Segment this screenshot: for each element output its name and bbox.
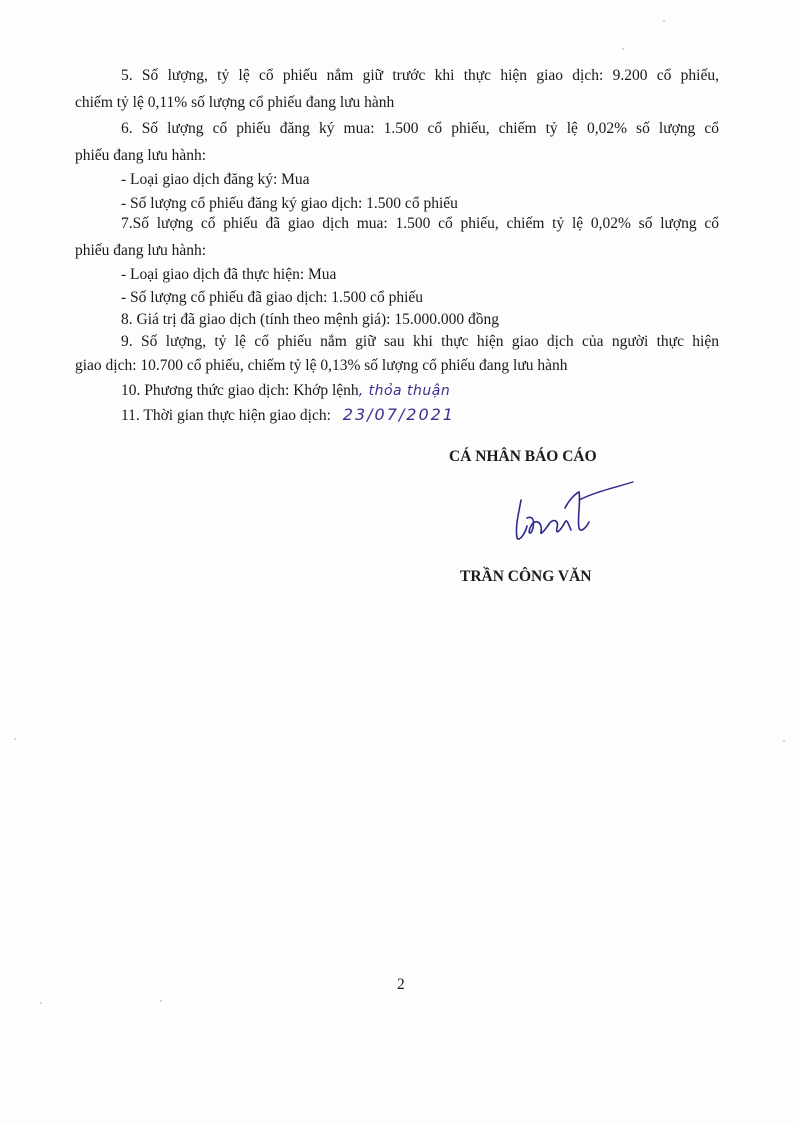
scan-speck <box>663 20 665 22</box>
scan-speck <box>783 740 785 742</box>
item-6-sub-2: - Số lượng cổ phiếu đăng ký giao dịch: 1.500 cổ phiếu <box>121 195 458 212</box>
item-7-line-2: phiếu đang lưu hành: <box>75 242 207 259</box>
item-9-line-2: giao dịch: 10.700 cổ phiếu, chiếm tỷ lệ 0,13% số lượng cổ phiếu đang lưu hành <box>75 357 568 374</box>
scan-speck <box>40 1002 42 1004</box>
item-11 <box>121 405 455 426</box>
item-6-line-2: phiếu đang lưu hành: <box>75 147 207 164</box>
signer-name: TRẦN CÔNG VĂN <box>460 568 592 585</box>
item-8: 8. Giá trị đã giao dịch (tính theo mệnh giá): 15.000.000 đồng <box>121 311 499 328</box>
scan-speck <box>14 738 16 740</box>
scan-speck <box>622 48 624 50</box>
item-7-sub-1: - Loại giao dịch đã thực hiện: Mua <box>121 266 337 283</box>
item-5-line-1: 5. Số lượng, tỷ lệ cổ phiếu nắm giữ trước khi thực hiện giao dịch: 9.200 cổ phiếu, <box>121 67 719 84</box>
scan-speck <box>160 1000 162 1002</box>
item-7-line-1: 7.Số lượng cổ phiếu đã giao dịch mua: 1.500 cổ phiếu, chiếm tỷ lệ 0,02% số lượng cổ <box>121 215 719 232</box>
page-number: 2 <box>397 976 405 993</box>
item-11-printed: 11. Thời gian thực hiện giao dịch: <box>121 407 331 424</box>
item-10-printed: 10. Phương thức giao dịch: Khớp lệnh <box>121 382 359 399</box>
item-10 <box>121 381 450 401</box>
item-6-line-1: 6. Số lượng cổ phiếu đăng ký mua: 1.500 cổ phiếu, chiếm tỷ lệ 0,02% số lượng cổ <box>121 120 719 137</box>
item-10-handwritten: , thỏa thuận <box>358 383 451 399</box>
item-5-line-2: chiếm tỷ lệ 0,11% số lượng cổ phiếu đang lưu hành <box>75 94 395 111</box>
item-9-line-1: 9. Số lượng, tỷ lệ cổ phiếu nắm giữ sau khi thực hiện giao dịch của người thực hiện <box>121 333 719 350</box>
item-11-handwritten-date: 23/07/2021 <box>342 405 455 424</box>
item-6-sub-1: - Loại giao dịch đăng ký: Mua <box>121 171 310 188</box>
handwritten-signature <box>505 478 637 548</box>
item-7-sub-2: - Số lượng cổ phiếu đã giao dịch: 1.500 cổ phiếu <box>121 289 424 306</box>
signature-title: CÁ NHÂN BÁO CÁO <box>449 448 597 465</box>
